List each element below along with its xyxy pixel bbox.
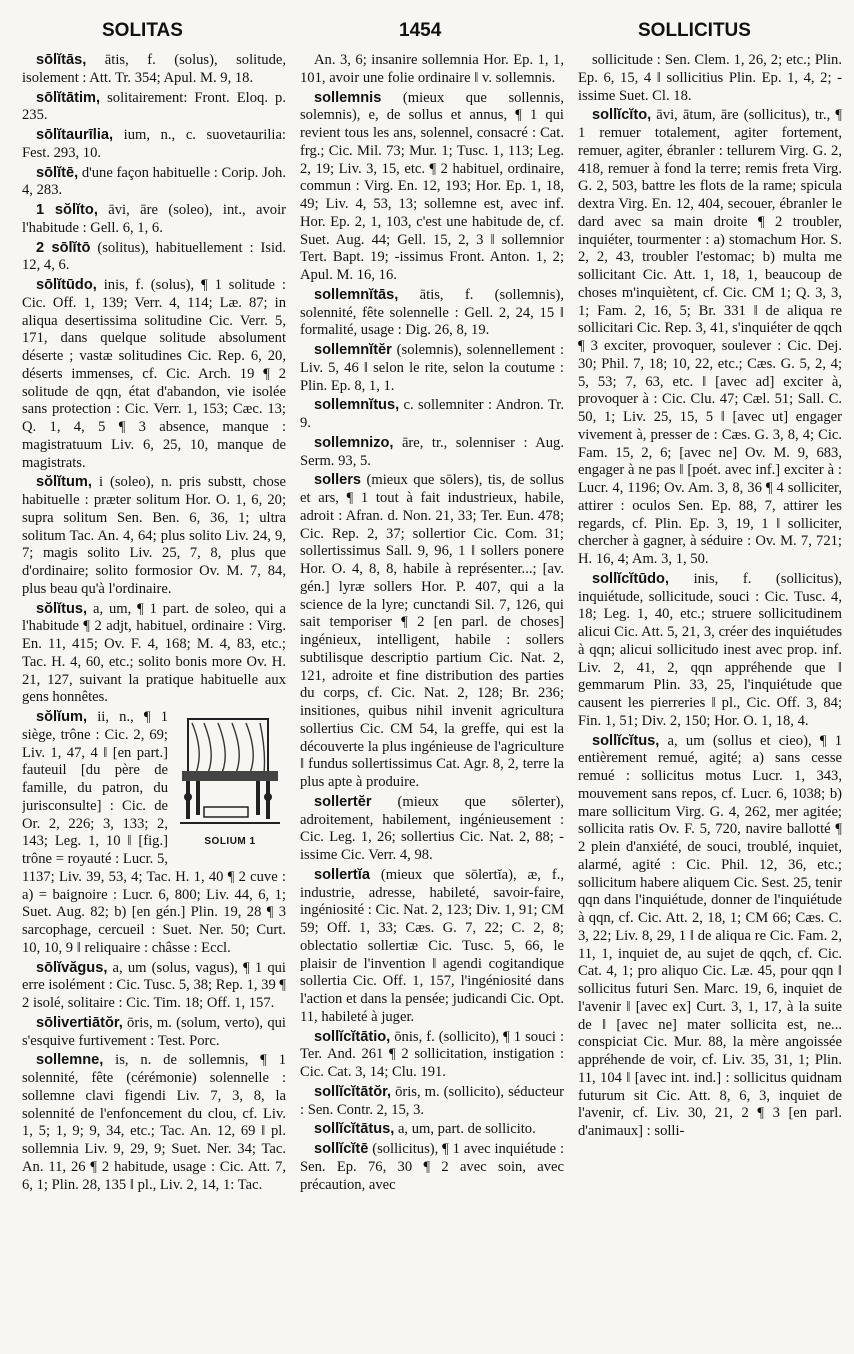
- entry-headword: sōlĭtūdo,: [36, 277, 97, 293]
- entry-headword: sōlĭtātim,: [36, 89, 101, 106]
- column-1: [22, 52, 286, 1342]
- running-header: [0, 14, 854, 46]
- dictionary-entry: [300, 397, 564, 433]
- dictionary-entry: [578, 107, 842, 569]
- entry-definition: solitairement: Front. Eloq. p. 235.: [22, 89, 286, 124]
- dictionary-entry: [300, 1141, 564, 1194]
- entry-headword: sollĭcĭtātio,: [314, 1028, 391, 1045]
- dictionary-entry: [578, 571, 842, 731]
- entry-definition: a, um, ¶ 1 part. de soleo, qui a l'habitude ¶ 2 adjt, habituel, ordinaire : Virg. En. 11, 415; Ov. F. 4, 168; M. 4, 83, etc.; Tac. H. 4, 60, etc.; solito bonis more Ov. H. 21, 127, suivant la pratique habituelle aux gens honnêtes.: [22, 600, 286, 706]
- dictionary-entry: [300, 287, 564, 340]
- dictionary-entry: [300, 90, 564, 285]
- entry-definition: ii, n., ¶ 1 siège, trône : Cic. 2, 69; Liv. 1, 47, 4 ‖ [en part.] fauteuil [du père de famille, du patron, du jurisconsulte] : Cic. de Or. 2, 226; 3, 133; 2, 143; Leg. 1, 10 ‖ [fig.] trône = royauté : Lucr. 5, 1137; Liv. 39, 53, 4; Tac. H. 1, 40 ¶ 2 cuve : a) = baignoire : Lucr. 6, 800; Liv. 44, 6, 1; Suet. Aug. 82; b) [en gén.] Plin. 19, 28 ¶ 3 sarcophage, cercueil : Suet. Ner. 50; Curt. 10, 10, 9 ‖ reliquaire : châsse : Eccl.: [22, 709, 286, 956]
- entry-headword: sollĭcĭto,: [592, 107, 652, 124]
- entry-headword: 2 sōlĭtō: [36, 239, 91, 256]
- dictionary-entry: [300, 1121, 564, 1139]
- entry-headword: sollemnĭtĕr: [314, 342, 392, 358]
- dictionary-entry: [22, 709, 286, 958]
- entry-headword: 1 sŏlĭto,: [36, 202, 98, 218]
- header-left-guideword: SOLITAS: [102, 20, 183, 41]
- dictionary-entry: [300, 435, 564, 471]
- solium-chair-illustration: [174, 711, 286, 833]
- header-right-guideword: SOLLICITUS: [638, 20, 751, 41]
- entry-definition: (solemnis), solennellement : Liv. 5, 46 ‖ selon le rite, selon la coutume : Plin. Ep. 8, 1, 1.: [300, 342, 564, 394]
- column-2: [300, 52, 564, 1342]
- entry-headword: sollemnĭtus,: [314, 397, 400, 414]
- entry-headword: sollĭcĭtē: [314, 1141, 369, 1157]
- dictionary-entry: [578, 52, 842, 105]
- dictionary-entry: [300, 472, 564, 792]
- entry-definition: ōnis, f. (sollicito), ¶ 1 souci : Ter. And. 261 ¶ 2 sollicitation, instigation : Cic. Cat. 3, 14; Clu. 191.: [300, 1028, 564, 1080]
- entry-definition: inis, f. (sollicitus), inquiétude, sollicitude, souci : Cic. Tusc. 4, 18; Leg. 1, 40, etc.; struere sollicitudinem alicui Cic. Att. 5, 21, 3, créer des inquiétudes à qqn; alicui sollicitudo inest avec prop. inf. Liv. 2, 41, 2, qqn appréhende que ‖ gemmarum Plin. 33, 25, l'inquiétude que causent les pierreries ‖ pl., Cic. Off. 3, 84; Fin. 1, 51; Div. 2, 150; Hor. O. 1, 18, 4.: [578, 570, 842, 729]
- dictionary-entry: [300, 794, 564, 865]
- dictionary-entry: [22, 277, 286, 472]
- entry-definition: ātis, f. (solus), solitude, isolement : Att. Tr. 354; Apul. M. 9, 18.: [22, 52, 286, 86]
- entry-definition: is, n. de sollemnis, ¶ 1 solennité, fête (cérémonie) solennelle : sollemne clavi figendi Liv. 7, 3, 8, la solennité de l'enfoncement du clou, cf. Liv. 1, 5; 1, 9; 9, 34, etc.; Tac. An. 12, 69 ‖ pl. sollemnia Liv. 9, 29, 9; Suet. Ner. 34; Tac. An. 11, 26 ¶ 2 habitude, usage : Cic. Att. 7, 6, 1; Plin. 28, 135 ‖ pl., Liv. 2, 14, 1: Tac.: [22, 1052, 286, 1193]
- entry-definition: a, um, part. de sollicito.: [394, 1121, 536, 1138]
- entry-headword: sollemnizo,: [314, 434, 394, 451]
- entry-definition: ōris, m. (solum, verto), qui s'esquive furtivement : Test. Porc.: [22, 1014, 286, 1049]
- entry-definition: āvi, āre (soleo), int., avoir l'habitude : Gell. 6, 1, 6.: [22, 202, 286, 236]
- dictionary-entry: [578, 733, 842, 1141]
- dictionary-entry: [300, 52, 564, 88]
- column-3: [578, 52, 842, 1342]
- figure-caption: SOLIUM 1: [204, 836, 256, 847]
- entry-definition: (mieux que sōlers), tis, de sollus et ars, ¶ 1 tout à fait industrieux, habile, adroit : Afran. d. Non. 21, 33; Ter. Eun. 478; Cic. Rep. 2, 37; sollertior Cic. Com. 31; sollertissimus Sall. 9, 96, 1 ‖ sollers ponere Hor. O. 4, 8, 8, habile à représenter...; [av. gén.] lyræ sollers Hor. P. 407, qui a la science de la lyre; cunctandi Sil. 7, 126, qui sait temporiser ¶ 2 [en parl. de choses] ingénieux, intelligent, habile : sollers subtilisque descriptio partium Cic. Nat. 2, 121, adroite et fine distribution des parties du corps, cf. Cic. Nat. 2, 128; Br. 236; insitiones, quibus nihil invenit agricultura sollertius Cic. CM 54, la greffe, qui est la découverte la plus ingénieuse de l'agriculture ‖ fundus sollertissimus Cat. Agr. 8, 2, terre la plus apte à produire.: [300, 472, 564, 790]
- dictionary-entry: [22, 474, 286, 598]
- dictionary-entry: [300, 1029, 564, 1082]
- entry-headword: sollers: [314, 472, 362, 489]
- text-columns: [22, 52, 842, 1342]
- dictionary-entry: [22, 1052, 286, 1194]
- dictionary-entry: [300, 342, 564, 395]
- entry-headword: sōlĭtē,: [36, 164, 79, 181]
- entry-headword: sōlivertiātŏr,: [36, 1014, 123, 1031]
- entry-definition: āre, tr., solenniser : Aug. Serm. 93, 5.: [300, 434, 564, 469]
- dictionary-entry: [22, 1015, 286, 1051]
- entry-headword: sōlĭtās,: [36, 52, 87, 68]
- entry-headword: sollertĕr: [314, 793, 372, 810]
- dictionary-entry: [22, 960, 286, 1013]
- solium-figure: [174, 711, 286, 851]
- entry-definition: ātis, f. (sollemnis), solennité, fête solennelle : Gell. 2, 24, 15 ‖ formalité, usage : Dig. 26, 8, 19.: [300, 286, 564, 339]
- dictionary-entry: [22, 165, 286, 201]
- entry-headword: sōlĭvăgus,: [36, 959, 108, 976]
- entry-definition: inis, f. (solus), ¶ 1 solitude : Cic. Off. 1, 139; Verr. 4, 114; Læ. 87; in aliqua desertissima solitudine Cic. Verr. 5, 171, dans quelque solitude absolument déserte ; vastæ solitudines Cic. Rep. 6, 20, déserts immenses, cf. Cic. Arch. 19 ¶ 2 solitude de qqn, état d'abandon, vie isolée sans protection : Cic. Verr. 1, 153; Cæc. 13; Q. 1, 4, 5 ¶ 3 absence, manque : magistratuum Liv. 6, 25, 10, manque de magistrats.: [22, 277, 286, 471]
- entry-headword: sŏlĭtus,: [36, 600, 88, 617]
- entry-headword: sollemnis: [314, 89, 382, 106]
- entry-headword: sollĭcĭtātŏr,: [314, 1083, 392, 1100]
- entry-definition: (mieux que sollennis, solemnis), e, de sollus et annus, ¶ 1 qui revient tous les ans, solennel, consacré : Cat. frg.; Cic. Mil. 73; Mur. 1; Tusc. 1, 113; Leg. 2, 19; Liv. 3, 15, etc. ¶ 2 habituel, ordinaire, commun : Virg. En. 12, 193; Hor. Ep. 1, 18, 49; Liv. 4, 53, 13; sollemne est, avec inf. Hor. Ep. 2, 1, 103, c'est une habitude de, cf. Suet. Aug. 44; Gell. 15, 2, 3 ‖ sollemnior Tert. Bapt. 19; -issimus Front. Anton. 1, 2; Apul. M. 16, 16.: [300, 89, 564, 283]
- dictionary-entry: [300, 1084, 564, 1120]
- entry-definition: (mieux que sōlerter), adroitement, habilement, ingénieusement : Cic. Leg. 1, 26; sollertius Cic. Nat. 2, 88; -issime Cic. Verr. 4, 98.: [300, 793, 564, 863]
- entry-headword: sollĭcĭtūdo,: [592, 570, 670, 587]
- dictionary-entry: [22, 52, 286, 88]
- dictionary-entry: [22, 90, 286, 126]
- entry-headword: sŏlĭtum,: [36, 474, 92, 491]
- entry-definition: i (soleo), n. pris substt, chose habituelle : præter solitum Hor. O. 1, 6, 20; supra solitum Sen. Ben. 6, 36, 1; ultra solitum Tac. An. 4, 64; plus solito Liv. 24, 9, 7; magis solito Liv. 25, 7, 8, plus que d'ordinaire; solito formosior Ov. M. 7, 84, plus beau qu'à l'ordinaire.: [22, 474, 286, 597]
- entry-headword: sollĭcĭtus,: [592, 732, 660, 749]
- entry-headword: sollertĭa: [314, 866, 370, 883]
- entry-headword: sollĭcĭtātus,: [314, 1121, 395, 1138]
- entry-definition: ium, n., c. suovetaurilia: Fest. 293, 10.: [22, 127, 286, 161]
- entry-definition: (solitus), habituellement : Isid. 12, 4, 6.: [22, 239, 286, 274]
- entry-definition: d'une façon habituelle : Corip. Joh. 4, 283.: [22, 164, 286, 199]
- entry-definition: (sollicitus), ¶ 1 avec inquiétude : Sen. Ep. 76, 30 ¶ 2 avec soin, avec précaution, avec: [300, 1141, 564, 1193]
- entry-definition: a, um (solus, vagus), ¶ 1 qui erre isolément : Cic. Tusc. 5, 38; Rep. 1, 39 ¶ 2 isolé, solitaire : Cic. Tim. 18; Off. 1, 157.: [22, 959, 286, 1011]
- entry-definition: (mieux que sōlertĭa), æ, f., industrie, adresse, habileté, savoir-faire, ingéniosité : Cic. Nat. 2, 123; Div. 1, 91; CM 59; Off. 1, 33; Cæs. G. 7, 22; C. 2, 8; oblectatio sollertiæ Cic. Tusc. 5, 66, le plaisir de l'invention ‖ agendi cogitandique sollertia Cic. Off. 1, 157, l'ingéniosité dans l'action et dans la pensée; judicandi Cic. Opt. 11, habileté à juger.: [300, 866, 564, 1025]
- entry-definition: sollicitude : Sen. Clem. 1, 26, 2; etc.; Plin. Ep. 6, 15, 4 ‖ sollicitius Plin. Ep. 1, 4, 2; -issime Suet. Cl. 18.: [578, 52, 842, 104]
- entry-definition: An. 3, 6; insanire sollemnia Hor. Ep. 1, 1, 101, avoir une folie ordinaire ‖ v. sollemnis.: [300, 52, 564, 86]
- entry-definition: c. sollemniter : Andron. Tr. 9.: [300, 397, 564, 431]
- dictionary-entry: [22, 202, 286, 238]
- dictionary-entry: [22, 601, 286, 708]
- entry-headword: sŏlĭum,: [36, 709, 88, 725]
- entry-headword: sollemne,: [36, 1052, 104, 1069]
- entry-definition: a, um (sollus et cieo), ¶ 1 entièrement remué, agité; a) sans cesse remué : sollicitus motus Lucr. 1, 343, mouvement sans repos, cf. Lucr. 6, 1038; b) mare sollicitum Virg. G. 4, 262, mer agitée; sollicita ratis Ov. F. 5, 720, navire ballotté ¶ 2 plein d'anxiété, de souci, troublé, inquiet, alarmé, agité : Cic. Phil. 12, 36, etc.; sollicitum habere aliquem Cic. Sest. 25, tenir qqn dans l'inquiétude, donner de l'inquiétude à qqn, cf. Cic. Att. 2, 18, 1; CM 66; Cæs. C. 3, 22; Liv. 8, 29, 1 ‖ de aliqua re Cic. Fam. 2, 11, 1, inquiet de, au sujet de qqch, cf. Cic. Cat. 4, 1; pro aliquo Cic. Læ. 45, pour qqn ‖ sollicitus futuri Sen. Marc. 19, 6, inquiet de l'avenir ‖ [avec ex] Curt. 3, 1, 17, à la suite de ‖ [avec ne] mater sollicita est, ne... conspiciat Cic. Mur. 88, la mère angoissée appréhende de voir, cf. Liv. 35, 31, 1; Plin. 11, 104 ‖ [avec int. ind.] : sollicitus quidnam futurum sit Cic. Att. 8, 6, 3, inquiet de l'avenir, cf. Liv. 30, 21, 2 ¶ 3 [en parl. d'animaux] : solli-: [578, 732, 842, 1139]
- entry-definition: ōris, m. (sollicito), séducteur : Sen. Contr. 2, 15, 3.: [300, 1083, 564, 1118]
- dictionary-entry: [22, 127, 286, 163]
- entry-definition: āvi, ātum, āre (sollicitus), tr., ¶ 1 remuer totalement, agiter fortement, remuer, agiter, ébranler : tellurem Virg. G. 2, 418, remuer à fond la terre; remis freta Virg. G. 2, 503, battre les flots de la rame; spicula dextra Virg. En. 12, 404, secouer, ébranler le dard avec sa main droite ¶ 2 troubler, inquiéter, tourmenter : a) stomachum Hor. S. 2, 2, 43, troubler l'estomac; b) multa me sollicitant Cic. Att. 1, 18, 1, beaucoup de choses m'inquiètent, cf. Cic. CM 1; Q. 3, 3, 1; Fam. 2, 16, 5; Br. 331 ‖ de aliqua re sollicitari Cic. Rep. 3, 41, s'inquiéter de qqch ¶ 3 exciter, provoquer, soulever : Cic. Dej. 30; Phil. 7, 18; 10, 22, etc.; Cæs. G. 5, 2, 4; 5, 53; 7, 63, etc. ‖ [avec ad] exciter à, provoquer à : Cic. Clu. 47; Cæl. 51; Sall. C. 50, 1; Liv. 25, 15, 5 ‖ [avec ut] engager vivement à, presser de : Cæs. G. 3, 8, 4; Cic. Fam. 15, 2, 6; [avec ne] Ov. M. 9, 683, engager à ne pas ‖ [poét. avec inf.] exciter à : Lucr. 4, 1196; Ov. Am. 3, 8, 36 ¶ 4 solliciter, attirer : oculos Sen. Ep. 88, 7, attirer les regards, cf. Plin. Ep. 3, 19, 1 ‖ solliciter, chercher à gagner, à séduire : Ov. M. 7, 721; H. 16, 4; Am. 3, 1, 50.: [578, 107, 842, 567]
- dictionary-entry: [300, 867, 564, 1027]
- dictionary-entry: [22, 240, 286, 276]
- page-number: 1454: [399, 20, 442, 41]
- entry-headword: sollemnĭtās,: [314, 286, 399, 303]
- entry-headword: sōlĭtaurīlia,: [36, 127, 114, 143]
